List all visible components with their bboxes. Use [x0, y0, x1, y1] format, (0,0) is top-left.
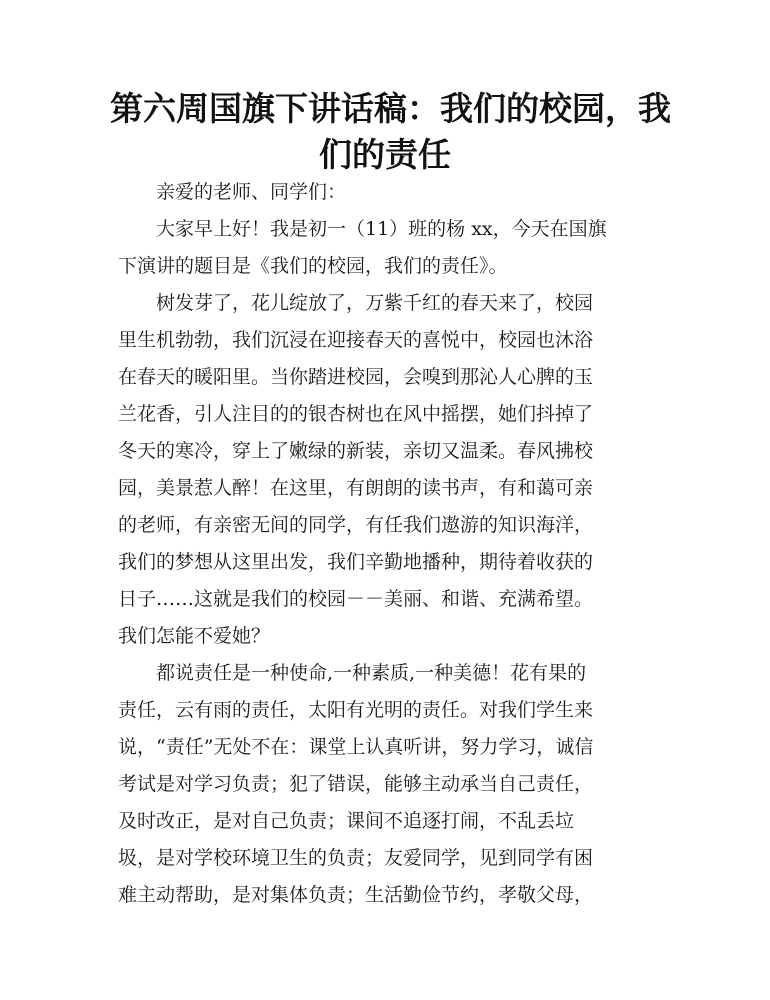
paragraph-line: 在春天的暖阳里。当你踏进校园，会嗅到那沁人心脾的玉 — [118, 366, 594, 388]
paragraph-line: 圾，是对学校环境卫生的负责；友爱同学，见到同学有困 — [118, 847, 594, 869]
page-title — [110, 86, 671, 178]
paragraph-line: 里生机勃勃，我们沉浸在迎接春天的喜悦中，校园也沐浴 — [118, 329, 594, 351]
responsibility-paragraph — [118, 655, 648, 914]
title-line: 们的责任 — [319, 135, 451, 174]
paragraph-line: 我们怎能不爱她？ — [118, 625, 271, 647]
paragraph-line: 冬天的寒冷，穿上了嫩绿的新装，亲切又温柔。春风拂校 — [118, 440, 594, 462]
paragraph-line: 园，美景惹人醉！在这里，有朗朗的读书声，有和蔼可亲 — [118, 477, 594, 499]
campus-paragraph — [118, 285, 648, 655]
greeting-paragraph — [118, 174, 648, 211]
title-line: 第六周国旗下讲话稿：我们的校园，我 — [110, 89, 671, 128]
paragraph-line: 都说责任是一种使命,一种素质,一种美德！花有果的 — [156, 662, 587, 684]
paragraph-line: 难主动帮助，是对集体负责；生活勤俭节约，孝敬父母， — [118, 884, 594, 906]
paragraph-line: 责任，云有雨的责任，太阳有光明的责任。对我们学生来 — [118, 699, 594, 721]
paragraph-line: 大家早上好！我是初一（11）班的杨 xx，今天在国旗 — [156, 218, 607, 240]
paragraph-line: 亲爱的老师、同学们： — [156, 181, 347, 203]
paragraph-line: 我们的梦想从这里出发，我们辛勤地播种，期待着收获的 — [118, 551, 594, 573]
paragraph-line: 及时改正，是对自己负责；课间不追逐打闹，不乱丢垃 — [118, 810, 575, 832]
intro-paragraph — [118, 211, 648, 285]
paragraph-line: 树发芽了，花儿绽放了，万紫千红的春天来了，校园 — [156, 292, 594, 314]
paragraph-line: 兰花香，引人注目的的银杏树也在风中摇摆，她们抖掉了 — [118, 403, 594, 425]
paragraph-line: 说，“责任”无处不在：课堂上认真听讲，努力学习，诚信 — [118, 736, 594, 758]
paragraph-line: 考试是对学习负责；犯了错误，能够主动承当自己责任， — [118, 773, 594, 795]
paragraph-line: 下演讲的题目是《我们的校园，我们的责任》。 — [118, 255, 508, 277]
document-body — [118, 174, 648, 914]
paragraph-line: 的老师，有亲密无间的同学，有任我们遨游的知识海洋， — [118, 514, 594, 536]
paragraph-line: 日子……这就是我们的校园－－美丽、和谐、充满希望。 — [118, 588, 594, 610]
